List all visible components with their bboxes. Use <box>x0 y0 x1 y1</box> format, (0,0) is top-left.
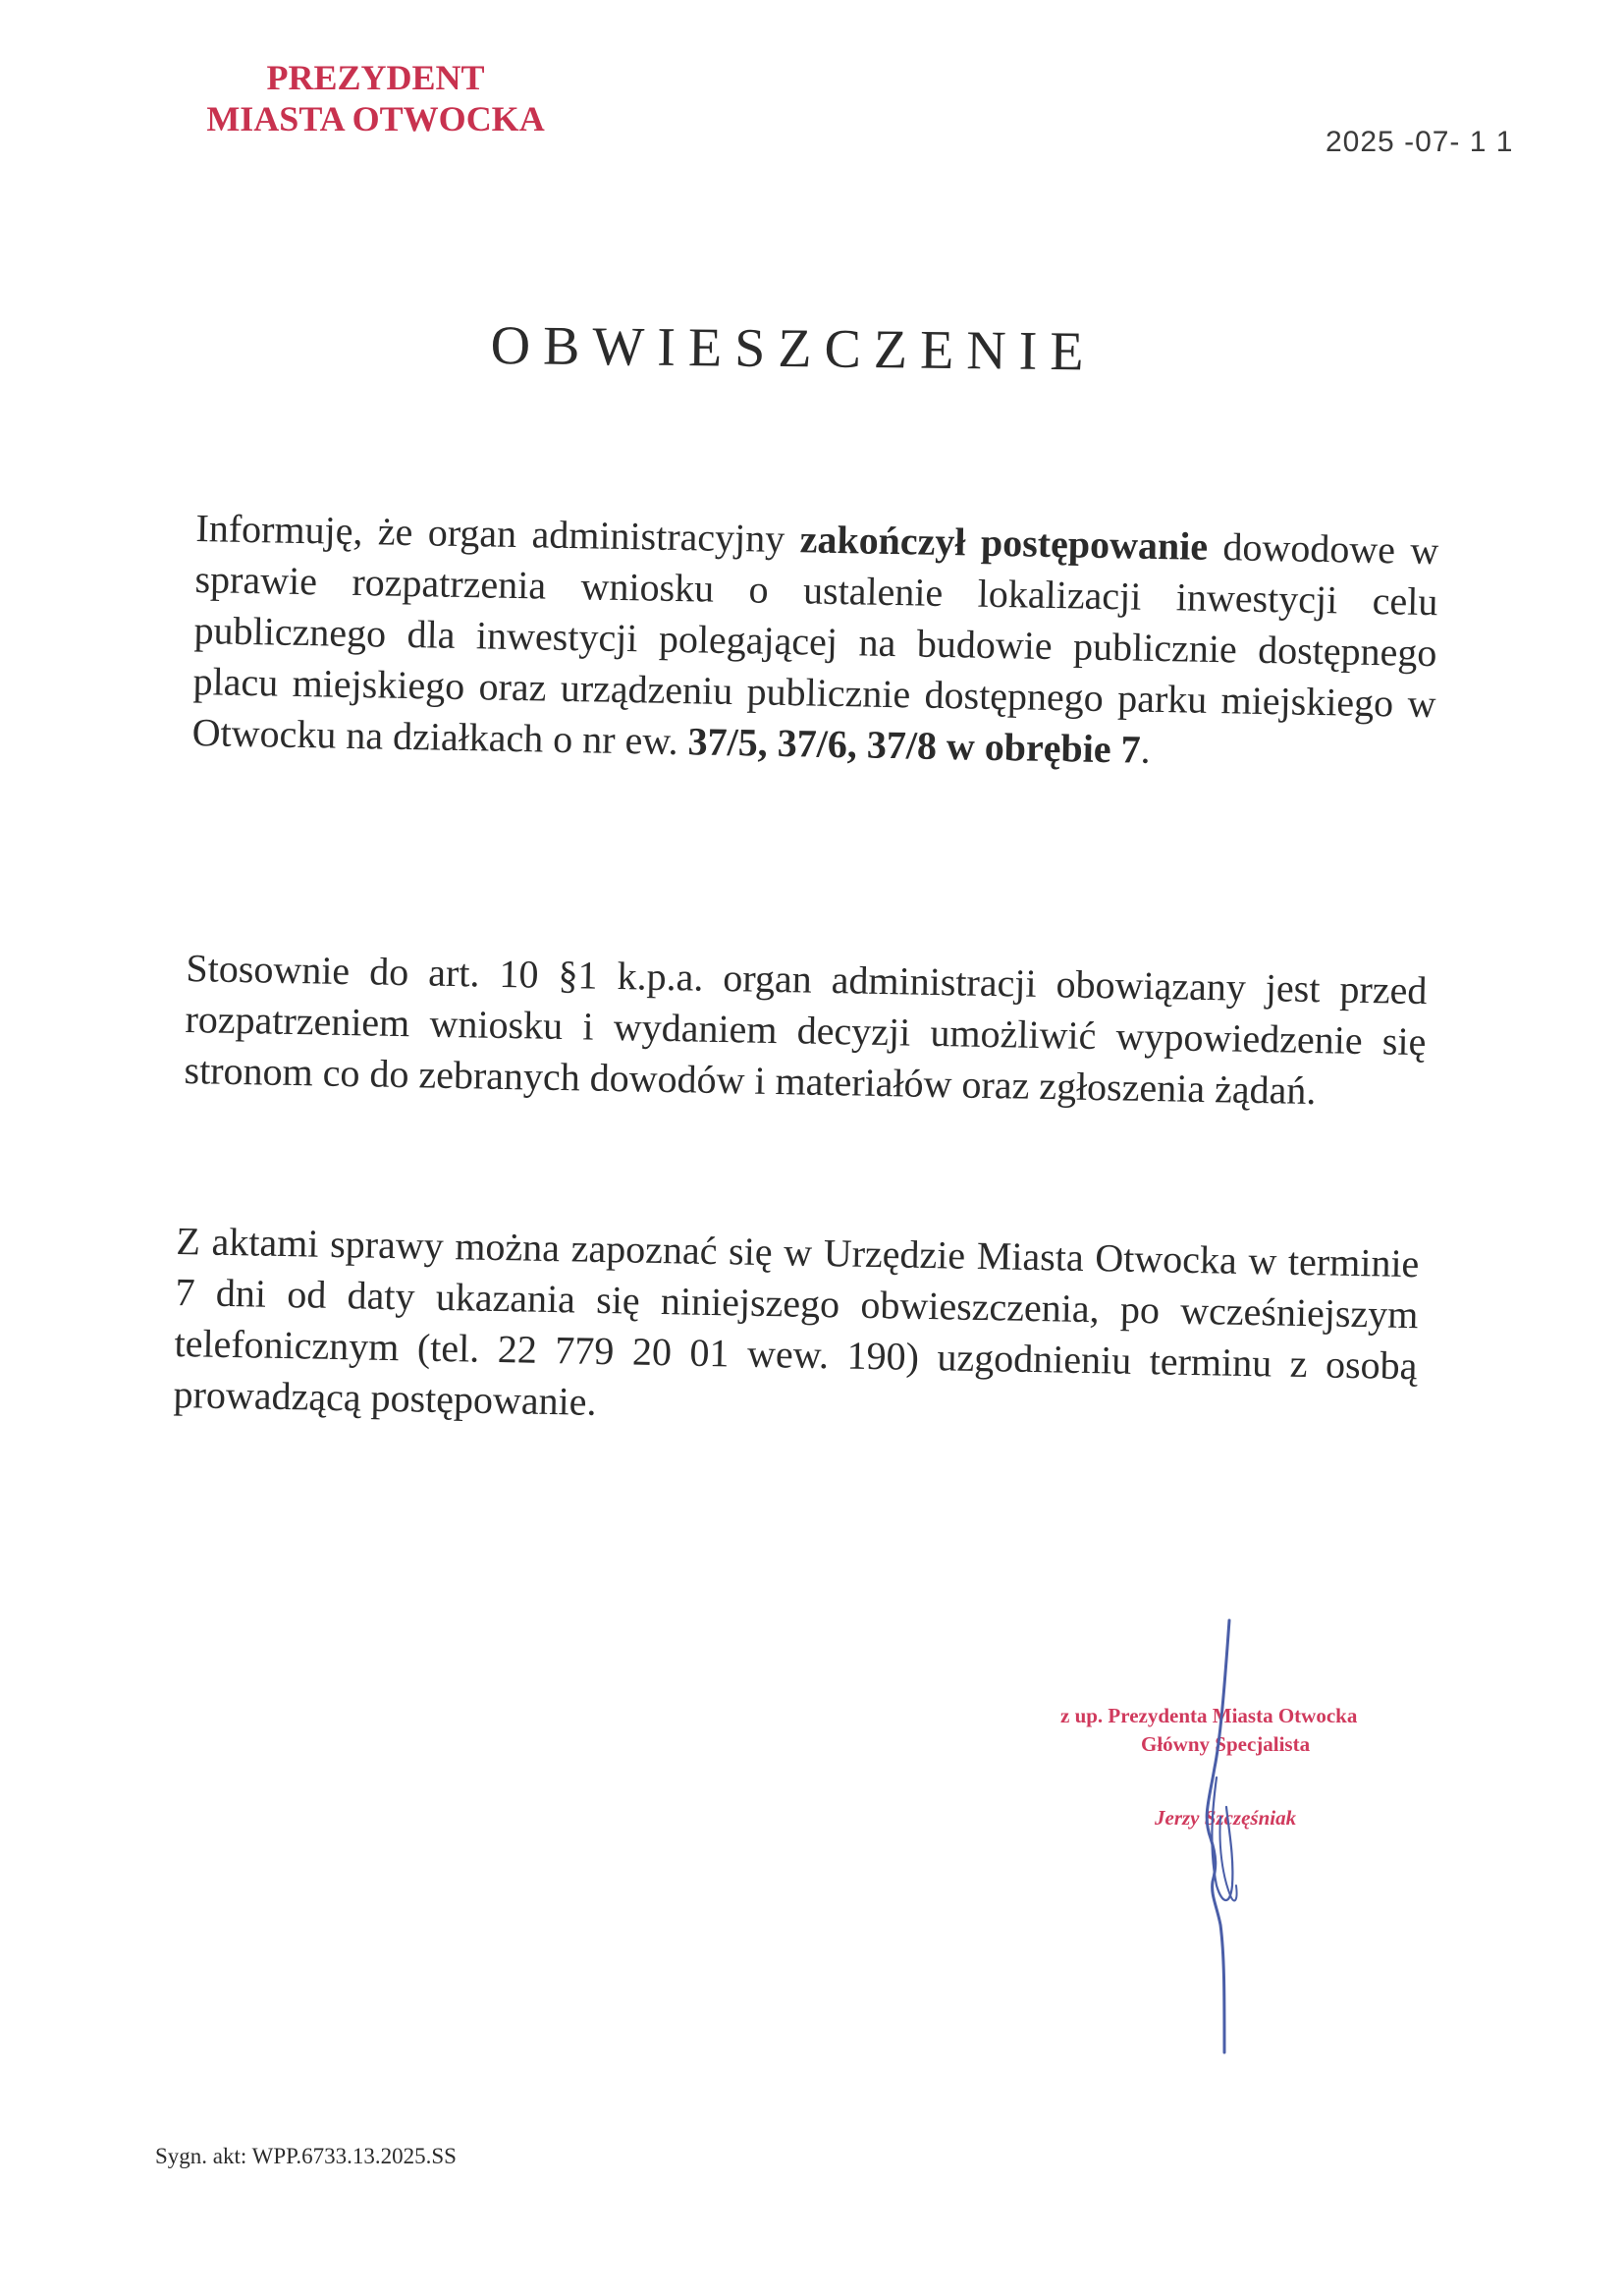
paragraph-notice-text-2: dowodowe w sprawie rozpatrzenia wniosku o ustalenie lokalizacji inwestycji celu publicznego dla inwestycji polegającej na budowie publicznie dostępnego placu miejskiego oraz urządzeniu publicznie dostępnego parku miejskiego w Otwocku na działkach o nr ew. <box>191 523 1439 764</box>
paragraph-notice <box>191 503 1439 781</box>
signature-authority: z up. Prezydenta Miasta Otwocka <box>1060 1704 1358 1727</box>
paragraph-notice-bold-2: 37/5, 37/6, 37/8 w obrębie 7 <box>687 719 1142 772</box>
issuer-line2: MIASTA OTWOCKA <box>206 99 545 138</box>
paragraph-legal-basis: Stosownie do art. 10 §1 k.p.a. organ administracji obowiązany jest przed rozpatrzeniem wniosku i wydaniem decyzji umożliwić wypowiedzenie się stronom co do zebranych dowodów i materiałów oraz zgłoszenia żądań. <box>184 945 1428 1114</box>
issuer-header <box>196 57 555 139</box>
issuer-line1: PREZYDENT <box>266 58 485 97</box>
paragraph-notice-bold-1: zakończył postępowanie <box>799 517 1209 569</box>
paragraph-access-info: Z aktami sprawy można zapoznać się w Urzędzie Miasta Otwocka w terminie 7 dni od daty ukazania się niniejszego obwieszczenia, po wcześniejszym telefonicznym (tel. 22 779 20 01 wew. 190) uzgodnieniu terminu z osobą prowadzącą postępowanie. <box>173 1218 1420 1424</box>
handwritten-signature-icon <box>1173 1611 1291 2062</box>
document-title: OBWIESZCZENIE <box>490 314 1097 383</box>
signature-position: Główny Specjalista <box>1141 1732 1311 1756</box>
signature-name: Jerzy Szczęśniak <box>1155 1806 1297 1830</box>
paragraph-notice-text-1: Informuję, że organ administracyjny <box>195 505 801 562</box>
paragraph-notice-text-3: . <box>1140 727 1152 772</box>
case-reference: Sygn. akt: WPP.6733.13.2025.SS <box>155 2144 457 2168</box>
date-stamp: 2025 -07- 1 1 <box>1326 126 1514 158</box>
